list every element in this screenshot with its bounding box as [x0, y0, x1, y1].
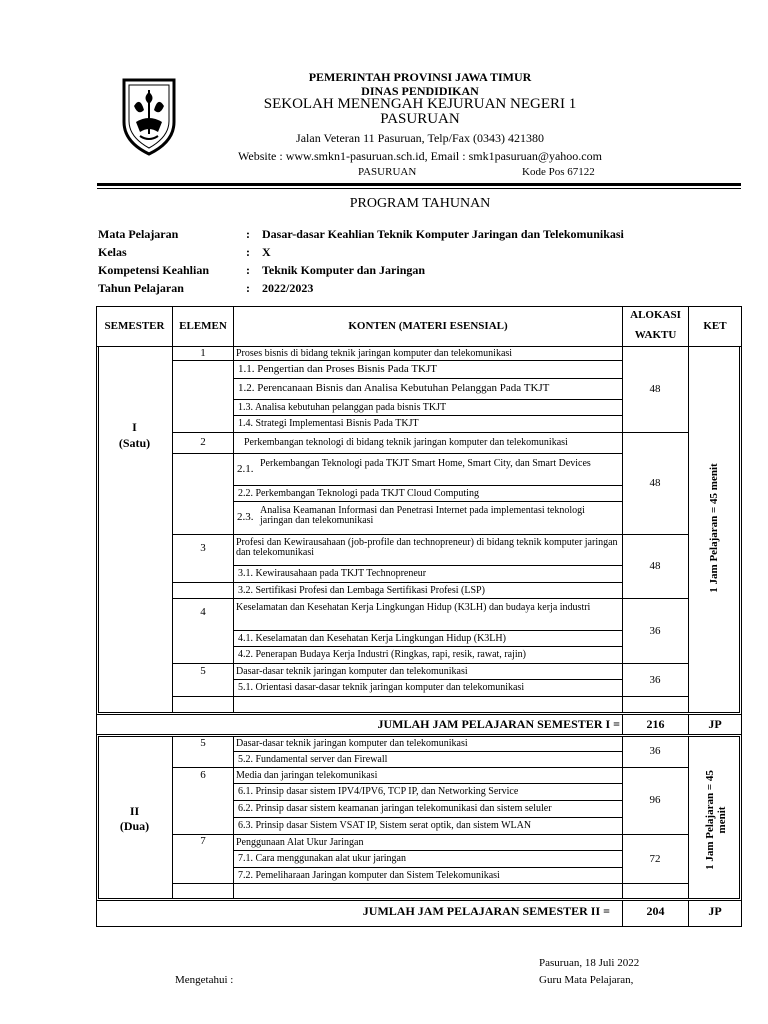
content-row: 1.4. Strategi Implementasi Bisnis Pada TKJT [238, 418, 419, 429]
semester-1-label: I [132, 420, 137, 434]
alokasi-value: 36 [649, 674, 661, 686]
content-row: Media dan jaringan telekomunikasi [236, 770, 378, 781]
meta-key: Mata Pelajaran [98, 227, 179, 241]
semester-1-total-label: JUMLAH JAM PELAJARAN SEMESTER I = [377, 717, 620, 731]
element-number: 7 [200, 835, 206, 847]
header-address: Jalan Veteran 11 Pasuruan, Telp/Fax (0343) 421380 [296, 131, 544, 145]
content-row: 1.3. Analisa kebutuhan pelanggan pada bisnis TKJT [238, 402, 447, 413]
semester-1-ket: 1 Jam Pelajaran = 45 menit [708, 463, 720, 593]
content-row: Penggunaan Alat Ukur Jaringan [236, 837, 364, 848]
content-row: Dasar-dasar teknik jaringan komputer dan telekomunikasi [236, 666, 468, 677]
semester-2-total-label: JUMLAH JAM PELAJARAN SEMESTER II = [362, 904, 610, 918]
meta-value: Teknik Komputer dan Jaringan [262, 263, 426, 277]
content-row: 4.1. Keselamatan dan Kesehatan Kerja Lingkungan Hidup (K3LH) [238, 633, 506, 644]
semester-2-total-value: 204 [646, 904, 665, 918]
content-row: Profesi dan Kewirausahaan (job-profile dan technopreneur) di bidang teknik komputer jaringan dan telekomunikasi [236, 537, 618, 558]
header-website: Website : www.smkn1-pasuruan.sch.id, Email : smk1pasuruan@yahoo.com [238, 149, 602, 163]
alokasi-value: 72 [649, 853, 661, 865]
col-header-konten: KONTEN (MATERI ESENSIAL) [348, 320, 508, 332]
element-number: 6 [200, 769, 206, 781]
alokasi-value: 48 [649, 383, 661, 395]
content-row: Dasar-dasar teknik jaringan komputer dan telekomunikasi [236, 738, 468, 749]
element-number: 3 [200, 542, 206, 554]
header-school-city: PASURUAN [380, 111, 460, 127]
signature-place-date: Pasuruan, 18 Juli 2022 [539, 957, 640, 969]
content-row: 1.1. Pengertian dan Proses Bisnis Pada TKJT [238, 363, 438, 375]
header-department: DINAS PENDIDIKAN [361, 84, 479, 98]
content-row: 2.2. Perkembangan Teknologi pada TKJT Cloud Computing [238, 488, 479, 499]
content-row-number: 2.3. [237, 511, 254, 523]
content-row: Proses bisnis di bidang teknik jaringan komputer dan telekomunikasi [236, 348, 513, 359]
alokasi-value: 36 [649, 625, 661, 637]
content-row-number: 2.1. [237, 463, 254, 475]
semester-2-total-unit: JP [708, 904, 722, 918]
content-row: 5.1. Orientasi dasar-dasar teknik jaringan komputer dan telekomunikasi [238, 682, 525, 693]
element-number: 5 [200, 737, 206, 749]
content-row: 7.1. Cara menggunakan alat ukur jaringan [238, 853, 406, 864]
col-header-elemen: ELEMEN [179, 320, 227, 332]
content-row: 3.2. Sertifikasi Profesi dan Lembaga Sertifikasi Profesi (LSP) [238, 585, 485, 596]
header-postal-code: Kode Pos 67122 [522, 166, 595, 178]
meta-value: X [262, 245, 271, 259]
meta-value: Dasar-dasar Keahlian Teknik Komputer Jaringan dan Telekomunikasi [262, 227, 624, 241]
content-row: 6.3. Prinsip dasar Sistem VSAT IP, Sistem serat optik, dan sistem WLAN [238, 820, 532, 831]
meta-colon: : [246, 263, 250, 277]
element-number: 2 [200, 436, 206, 448]
semester-1-sublabel: (Satu) [118, 436, 151, 450]
meta-key: Kelas [98, 245, 127, 259]
col-header-waktu: WAKTU [634, 329, 677, 341]
content-row: 3.1. Kewirausahaan pada TKJT Technopreneur [238, 568, 427, 579]
semester-1-total-unit: JP [708, 717, 722, 731]
content-row: 4.2. Penerapan Budaya Kerja Industri (Ringkas, rapi, resik, rawat, rajin) [238, 649, 526, 660]
meta-key: Tahun Pelajaran [98, 281, 184, 295]
semester-2-label: II [129, 804, 140, 818]
col-header-ket: KET [703, 320, 727, 332]
semester-2-sublabel: (Dua) [119, 819, 150, 833]
semester-2-ket: 1 Jam Pelajaran = 45 menit [704, 770, 728, 870]
meta-colon: : [246, 281, 250, 295]
alokasi-value: 48 [649, 560, 661, 572]
content-row: Perkembangan Teknologi pada TKJT Smart Home, Smart City, dan Smart Devices [260, 458, 591, 469]
content-row: 1.2. Perencanaan Bisnis dan Analisa Kebutuhan Pelanggan Pada TKJT [238, 382, 550, 394]
header-government: PEMERINTAH PROVINSI JAWA TIMUR [308, 70, 532, 84]
alokasi-value: 48 [649, 477, 661, 489]
element-number: 5 [200, 665, 206, 677]
content-row: 6.1. Prinsip dasar sistem IPV4/IPV6, TCP IP, dan Networking Service [238, 786, 519, 797]
content-row: 7.2. Pemeliharaan Jaringan komputer dan Sistem Telekomunikasi [238, 870, 500, 881]
alokasi-value: 36 [649, 745, 661, 757]
signature-teacher-label: Guru Mata Pelajaran, [539, 974, 634, 986]
content-row: Analisa Keamanan Informasi dan Penetrasi Internet pada implementasi teknologi jaringan dan telekomunikasi [260, 505, 585, 526]
content-row: 5.2. Fundamental server dan Firewall [238, 754, 388, 765]
content-row: Perkembangan teknologi di bidang teknik jaringan komputer dan telekomunikasi [244, 437, 568, 448]
meta-value: 2022/2023 [262, 281, 314, 295]
col-header-alokasi: ALOKASI [630, 309, 681, 321]
meta-colon: : [246, 245, 250, 259]
element-number: 1 [200, 347, 206, 359]
meta-key: Kompetensi Keahlian [98, 263, 210, 277]
content-row: Keselamatan dan Kesehatan Kerja Lingkungan Hidup (K3LH) dan budaya kerja industri [236, 602, 591, 613]
col-header-semester: SEMESTER [104, 320, 165, 332]
signature-acknowledged-label: Mengetahui : [175, 974, 234, 986]
element-number: 4 [200, 606, 206, 618]
document-title: PROGRAM TAHUNAN [349, 196, 491, 211]
header-postal-city: PASURUAN [358, 166, 417, 178]
semester-1-total-value: 216 [646, 717, 665, 731]
content-row: 6.2. Prinsip dasar sistem keamanan jaringan telekomunikasi dan sistem seluler [238, 803, 552, 814]
header-school-name: SEKOLAH MENENGAH KEJURUAN NEGERI 1 [263, 96, 577, 112]
alokasi-value: 96 [649, 794, 661, 806]
meta-colon: : [246, 227, 250, 241]
